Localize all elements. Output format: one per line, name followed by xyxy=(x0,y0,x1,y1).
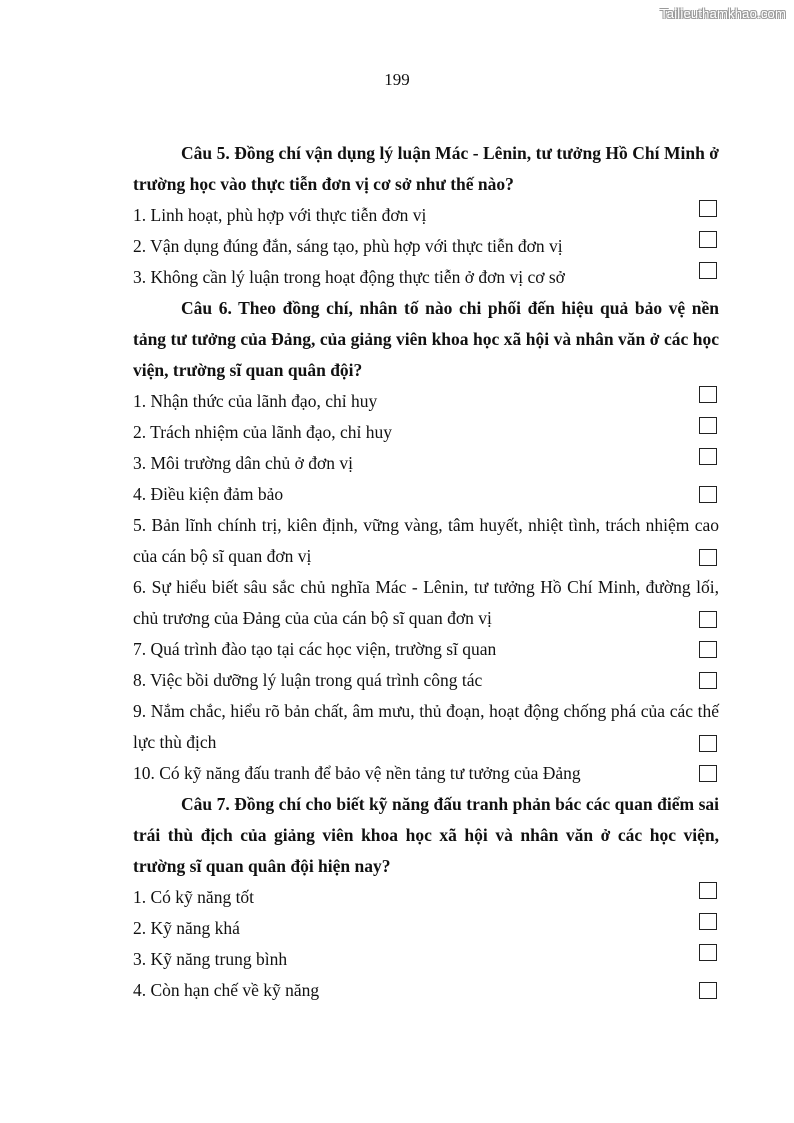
question-5-title: Câu 5. Đồng chí vận dụng lý luận Mác - Lênin, tư tưởng Hồ Chí Minh ở trường học vào thực tiễn đơn vị cơ sở như thế nào? xyxy=(133,143,719,194)
option-label: 1. Có kỹ năng tốt xyxy=(133,887,255,907)
option-label: 9. Nắm chắc, hiểu rõ bản chất, âm mưu, thủ đoạn, hoạt động chống phá của các thế lực thù địch xyxy=(133,701,719,752)
q6-option-1 xyxy=(133,386,719,417)
checkbox[interactable] xyxy=(699,611,717,628)
option-label: 10. Có kỹ năng đấu tranh để bảo vệ nền tảng tư tưởng của Đảng xyxy=(133,763,581,783)
checkbox[interactable] xyxy=(699,549,717,566)
page-number: 199 xyxy=(384,70,410,89)
q6-option-6 xyxy=(133,572,719,634)
checkbox[interactable] xyxy=(699,417,717,434)
option-label: 5. Bản lĩnh chính trị, kiên định, vững vàng, tâm huyết, nhiệt tình, trách nhiệm cao của cán bộ sĩ quan đơn vị xyxy=(133,515,719,566)
option-label: 3. Không cần lý luận trong hoạt động thực tiễn ở đơn vị cơ sở xyxy=(133,267,565,287)
checkbox[interactable] xyxy=(699,262,717,279)
q7-option-4 xyxy=(133,975,719,1006)
option-label: 4. Còn hạn chế về kỹ năng xyxy=(133,980,320,1000)
option-label: 3. Môi trường dân chủ ở đơn vị xyxy=(133,453,354,473)
checkbox[interactable] xyxy=(699,231,717,248)
watermark: Tailieuthamkhao.com xyxy=(660,6,786,21)
q7-option-1 xyxy=(133,882,719,913)
checkbox[interactable] xyxy=(699,765,717,782)
checkbox[interactable] xyxy=(699,200,717,217)
checkbox[interactable] xyxy=(699,486,717,503)
checkbox[interactable] xyxy=(699,944,717,961)
option-label: 2. Kỹ năng khá xyxy=(133,918,240,938)
questionnaire xyxy=(133,138,719,1006)
q6-option-9 xyxy=(133,696,719,758)
checkbox[interactable] xyxy=(699,672,717,689)
checkbox[interactable] xyxy=(699,735,717,752)
option-label: 1. Nhận thức của lãnh đạo, chỉ huy xyxy=(133,391,378,411)
checkbox[interactable] xyxy=(699,982,717,999)
checkbox[interactable] xyxy=(699,448,717,465)
option-label: 8. Việc bồi dưỡng lý luận trong quá trình công tác xyxy=(133,670,483,690)
option-label: 1. Linh hoạt, phù hợp với thực tiễn đơn vị xyxy=(133,205,427,225)
checkbox[interactable] xyxy=(699,913,717,930)
q5-option-1 xyxy=(133,200,719,231)
option-label: 6. Sự hiểu biết sâu sắc chủ nghĩa Mác - Lênin, tư tưởng Hồ Chí Minh, đường lối, chủ trương của Đảng của của cán bộ sĩ quan đơn vị xyxy=(133,577,719,628)
checkbox[interactable] xyxy=(699,882,717,899)
q5-option-2 xyxy=(133,231,719,262)
checkbox[interactable] xyxy=(699,386,717,403)
option-label: 7. Quá trình đào tạo tại các học viện, trường sĩ quan xyxy=(133,639,497,659)
q6-option-8 xyxy=(133,665,719,696)
q6-option-10 xyxy=(133,758,719,789)
q6-option-3 xyxy=(133,448,719,479)
question-7-title: Câu 7. Đồng chí cho biết kỹ năng đấu tranh phản bác các quan điểm sai trái thù địch của giảng viên khoa học xã hội và nhân văn ở các học viện, trường sĩ quan quân đội hiện nay? xyxy=(133,794,719,876)
q6-option-4 xyxy=(133,479,719,510)
q6-option-7 xyxy=(133,634,719,665)
q7-option-2 xyxy=(133,913,719,944)
question-6-title: Câu 6. Theo đồng chí, nhân tố nào chi phối đến hiệu quả bảo vệ nền tảng tư tưởng của Đảng, của giảng viên khoa học xã hội và nhân văn ở các học viện, trường sĩ quan quân đội? xyxy=(133,298,719,380)
option-label: 2. Trách nhiệm của lãnh đạo, chỉ huy xyxy=(133,422,393,442)
option-label: 2. Vận dụng đúng đắn, sáng tạo, phù hợp với thực tiễn đơn vị xyxy=(133,236,563,256)
q7-option-3 xyxy=(133,944,719,975)
option-label: 3. Kỹ năng trung bình xyxy=(133,949,288,969)
option-label: 4. Điều kiện đảm bảo xyxy=(133,484,284,504)
q6-option-5 xyxy=(133,510,719,572)
checkbox[interactable] xyxy=(699,641,717,658)
q5-option-3 xyxy=(133,262,719,293)
q6-option-2 xyxy=(133,417,719,448)
